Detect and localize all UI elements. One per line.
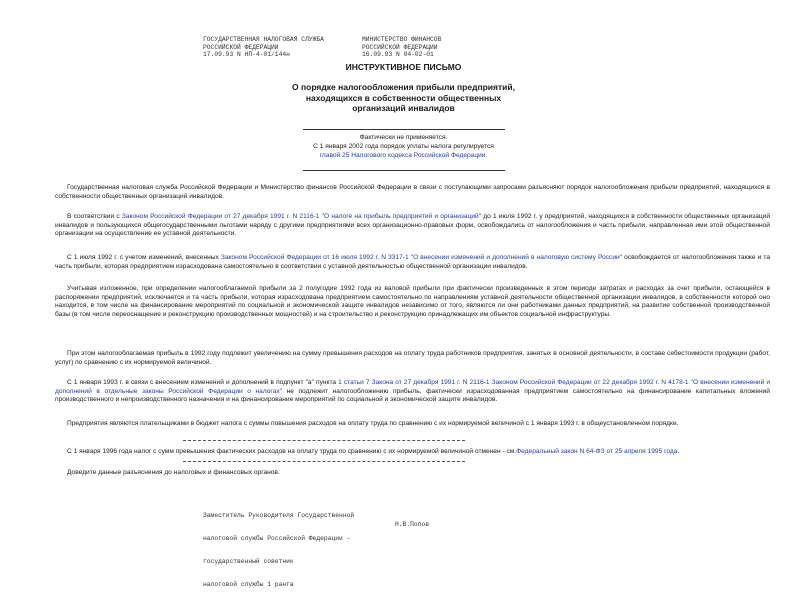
issuer-ministry-finance: МИНИСТЕРСТВО ФИНАНСОВ РОССИЙСКОЙ ФЕДЕРАЦИИ 16.09.93 N 04-02-01 <box>362 36 442 59</box>
paragraph-payers: Предприятия являются плательщиками в бюджет налога с суммы повышения расходов на оплату труда по сравнению с их нормируемой величиной с 1 января 1993 г. в общеустановленном порядке. <box>67 420 679 427</box>
dashed-separator-top <box>183 440 465 441</box>
law-2116-1-link[interactable]: Законом Российской Федерации от 27 декабря 1991 г. N 2116-1 "О налоге на прибыль предприятий и организаций" <box>121 213 482 220</box>
notice-top-rule <box>303 129 505 130</box>
paragraph-law-4178: С 1 января 1993 г. в связи с внесением изменений и дополнений в подпункт "а" пункта 1 статьи 7 Закона от 27 декабря 1991 г. N 2116-1 Законом Российской Федерации от 22 декабря 1992 г. N 4178-1 "О внесении изменений и дополнений в отдельные законы Российской Федерации о налогах" не подлежит налогообложению прибыль, фактически израсходованная предприятием самостоятельно на финансирование капитальных вложений производственного и непроизводственного назначения и на финансирование мероприятий по социальной и экономической защите инвалидов. <box>55 379 771 404</box>
issuer-tax-service: ГОСУДАРСТВЕННАЯ НАЛОГОВАЯ СЛУЖБА РОССИЙСКОЙ ФЕДЕРАЦИИ 17.09.93 N НП-4-01/144н <box>203 36 324 59</box>
law-3317-1-link[interactable]: Законом Российской Федерации от 16 июля 1992 г. N 3317-1 "О внесении изменений и дополнений в налоговую систему России" <box>220 254 623 261</box>
notice-bottom-rule <box>303 170 505 171</box>
law-64-fz-link[interactable]: Федеральный закон N 64-ФЗ от 25 апреля 1995 года <box>516 448 678 455</box>
document-type: ИНСТРУКТИВНОЕ ПИСЬМО <box>345 62 462 72</box>
paragraph-intro: Государственная налоговая служба Российской Федерации и Министерство финансов Российской Федерации в связи с поступающими запросами разъясняют порядок налогообложения прибыли предприятий, находящихся в собственности общественных организаций инвалидов. <box>55 184 770 200</box>
status-notice: Фактически не применяется. С 1 января 2002 года порядок уплаты налога регулируется главой 25 Налогового кодекса Российской Федерации. <box>313 134 494 159</box>
paragraph-law-3317: С 1 июля 1992 г. с учетом изменений, внесенных Законом Российской Федерации от 16 июля 1992 г. N 3317-1 "О внесении изменений и дополнений в налоговую систему России" освобождается от налогообложения также и та часть прибыли, которая предприятием израсходована самостоятельно в соответствии с уставной деятельностью общественной организации инвалидов. <box>55 254 770 270</box>
paragraph-taxable-profit: Учитывая изложенное, при определении налогооблагаемой прибыли за 2 полугодие 1992 года из валовой прибыли при фактически произведенных в этом периоде затратах и расходах за счет прибыли, остающейся в распоряжении предприятий, исключается и та часть прибыли, которая израсходована предприятием самостоятельно по направлениям уставной деятельности общественной организации инвалидов, в собственности которой оно находится, в том числе на финансирование мероприятий по социальной и экономической защите инвалидов независимо от того, являются ли они работниками данных предприятий, на развитие собственной производственной базы (в том числе переоснащение и реконструкцию производственных мощностей) и на строительство и реконструкцию принадлежащих им объектов социальной инфраструктуры. <box>55 285 770 318</box>
document-title: О порядке налогообложения прибыли предприятий, находящихся в собственности общественных организаций инвалидов <box>292 82 515 113</box>
paragraph-law-2116: В соответствии с Законом Российской Федерации от 27 декабря 1991 г. N 2116-1 "О налоге на прибыль предприятий и организаций" до 1 июля 1992 г. у предприятий, находящихся в собственности общественных организаций инвалидов и пользующихся общегосударственными льготами наряду с другими предприятиями всех организационно-правовых форм, освобождались от налогообложения и часть прибыли, направленная ими этой общественной организации на осуществление ее уставной деятельности. <box>55 213 771 238</box>
law-4178-1-link[interactable]: Законом Российской Федерации от 22 декабря 1992 г. N 4178-1 "О внесении изменений и дополнений в отдельные законы Российской Федерации о налогах" <box>55 379 771 395</box>
article-7-link[interactable]: 1 статьи 7 Закона от 27 декабря 1991 г. N 2116-1 <box>338 379 490 386</box>
paragraph-closing: Доведите данные разъяснения до налоговых и финансовых органов. <box>67 469 280 476</box>
signatory-name: Н.В.Попов <box>395 521 430 528</box>
tax-code-link[interactable]: главой 25 Налогового кодекса Российской Федерации. <box>319 152 488 159</box>
paragraph-1996-note: С 1 января 1996 года налог с сумм превышения фактических расходов на оплату труда по сравнению с их нормируемой величиной отменен - см.Федеральный закон N 64-ФЗ от 25 апреля 1995 года. <box>67 448 680 455</box>
paragraph-labor-costs: При этом налогооблагаемая прибыль в 1992 году подлежит увеличению на сумму превышения расходов на оплату труда работников предприятия, занятых в основной деятельности, в составе себестоимости продукции (работ, услуг) по сравнению с их нормируемой величиной. <box>55 350 770 366</box>
dashed-separator-bottom <box>183 461 465 462</box>
signature-block: Заместитель Руководителя Государственной налоговой службы Российской Федерации - государственный советник налоговой службы 1 ранга <box>203 512 355 588</box>
